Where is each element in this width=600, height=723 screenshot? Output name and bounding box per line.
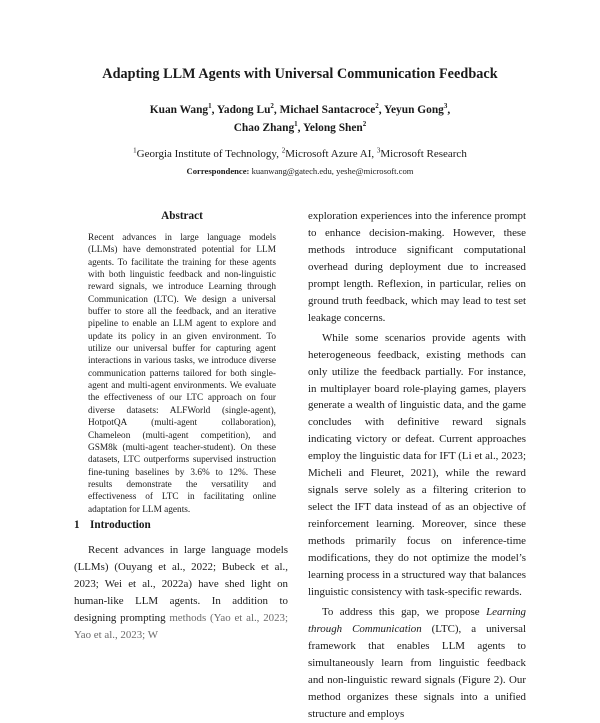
correspondence-emails: kuanwang@gatech.edu, yeshe@microsoft.com xyxy=(251,166,414,176)
author-affiliation-mark: 2 xyxy=(375,102,379,111)
affiliation-mark: 3 xyxy=(376,146,381,155)
method-name-emphasis: Learning through Communication xyxy=(308,605,526,635)
body-paragraph: exploration experiences into the inference prompt to enhance decision-making. However, these methods introduce significant computational overhead during deployment due to increased prompt length. Reflexion, in particular, relies on ground truth feedback, which may lead to test set leakage concerns. xyxy=(308,210,526,324)
author-affiliation-mark: 1 xyxy=(208,102,212,111)
affiliation: Georgia Institute of Technology, xyxy=(136,148,282,160)
paragraph-text: To address this gap, we propose xyxy=(322,605,487,618)
author-affiliation-mark: 2 xyxy=(270,102,274,111)
correspondence xyxy=(0,166,600,176)
author-list xyxy=(0,101,600,137)
section-title: Introduction xyxy=(90,519,151,531)
section-number: 1 xyxy=(74,519,80,531)
affiliations xyxy=(0,148,600,160)
abstract-paragraph: Recent advances in large language models (LLMs) have demonstrated potential for LLM agents. To facilitate the training for these agents with both linguistic feedback and non-linguistic reward signals, we introduce Learning through Communication (LTC). We design a universal buffer to store all the feedback, and an iterative pipeline to enable an LLM agent to explore and update its policy in an given environment. To utilize our universal buffer for capturing agent interactions in various tasks, we introduce diverse communication patterns tailored for both single-agent and multi-agent environments. We evaluate the effectiveness of our LTC approach on four diverse datasets: ALFWorld (single-agent), HotpotQA (multi-agent collaboration), Chameleon (multi-agent competition), and GSM8k (multi-agent teacher-student). On these datasets, LTC outperforms supervised instruction fine-tuning baselines by 3.6% to 12%. These results demonstrate the versatility and effectiveness of LTC in facilitating online adaptation for LLM agents. xyxy=(88,233,276,515)
introduction-left-column xyxy=(74,542,288,643)
body-paragraph xyxy=(74,542,288,643)
author-line-1: Kuan Wang$^1$, Yadong Lu$^2$, Michael Santacroce$^2$, Yeyun Gong$^3$, xyxy=(149,102,451,116)
body-paragraph xyxy=(308,604,526,723)
author: Yadong Lu xyxy=(216,104,271,116)
affiliation: Microsoft Azure AI, xyxy=(285,148,377,160)
correspondence-label: Correspondence: xyxy=(186,166,250,176)
affiliation-mark: 1 xyxy=(133,146,137,155)
author: Yelong Shen xyxy=(302,122,363,134)
paragraph-text: (LTC), a universal framework that enables LLM agents to simultaneously learn from linguistic feedback and non-linguistic reward signals (Figure 2). Our method organizes these signals into a unified structure and employs xyxy=(308,622,526,720)
author-affiliation-mark: 1 xyxy=(294,120,298,129)
author-affiliation-mark: 2 xyxy=(362,120,367,129)
affiliation: Microsoft Research xyxy=(380,148,467,160)
section-heading-introduction xyxy=(74,519,151,531)
affiliation-mark: 2 xyxy=(281,146,286,155)
abstract-body xyxy=(88,232,276,516)
author-line-2: Chao Zhang$^1$, Yelong Shen$^2$ xyxy=(233,120,367,134)
cropped-line: methods (Yao et al., 2023; Yao et al., 2023; W xyxy=(74,611,288,641)
author: Michael Santacroce xyxy=(279,104,376,116)
body-paragraph: While some scenarios provide agents with heterogeneous feedback, existing methods can only utilize the feedback partially. For instance, in multiplayer board role-playing games, players generate a wealth of linguistic data, and the game concludes with definitive reward signals indicating victory or defeat. Current approaches employ the linguistic data for IFT (Li et al., 2023; Micheli and Fleuret, 2021), while the reward signals serve solely as a filtering criterion to select the IFT data instead of as an objective of reinforcement learning. Moreover, since these methods primarily focus on inference-time modifications, they do not optimize the model’s learning process in a structured way that balances linguistic consistency with task-specific rewards. xyxy=(308,331,526,598)
right-column xyxy=(308,208,526,723)
paragraph-text: Recent advances in large language models (LLMs) (Ouyang et al., 2022; Bubeck et al., 2023; Wei et al., 2022a) have shed light on human-like LLM agents. In addition to designing prompting xyxy=(74,544,288,624)
author: Kuan Wang xyxy=(149,104,209,116)
abstract-heading: Abstract xyxy=(161,210,203,222)
author: Yeyun Gong xyxy=(384,104,444,116)
author-affiliation-mark: 3 xyxy=(443,102,448,111)
author: Chao Zhang xyxy=(233,122,295,134)
paper-title: Adapting LLM Agents with Universal Communication Feedback xyxy=(102,66,498,82)
